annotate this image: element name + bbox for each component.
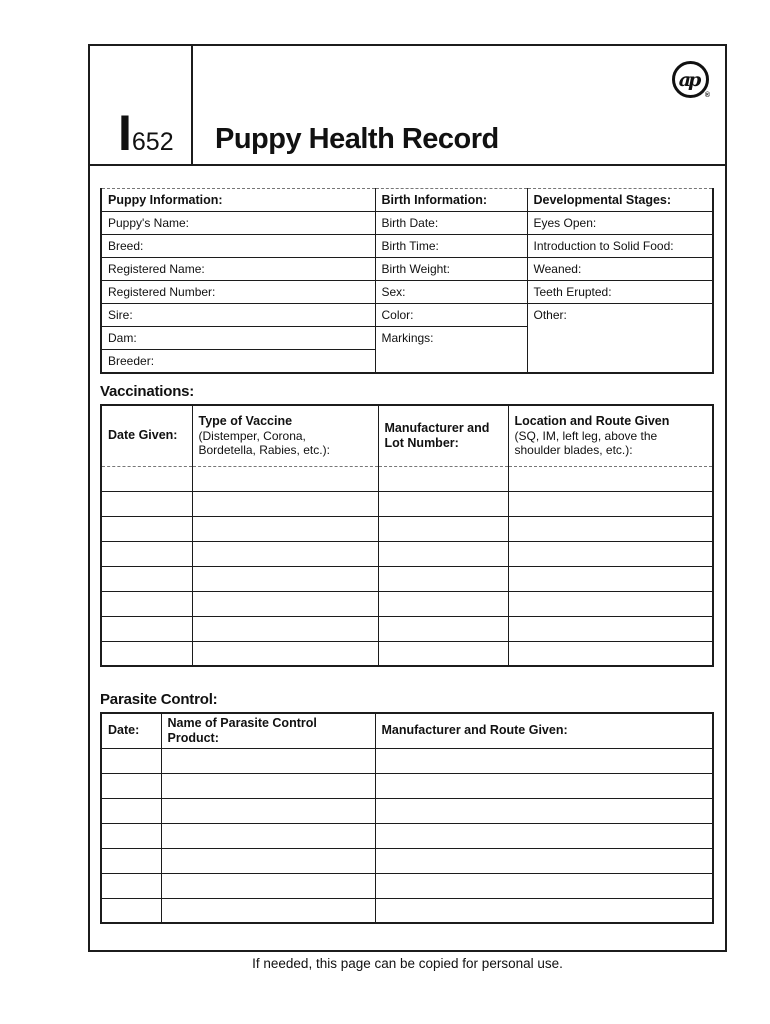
- type-of-vaccine-examples: (Distemper, Corona, Bordetella, Rabies, etc.):: [198, 428, 330, 458]
- manufacturer-lot-label: Manufacturer and Lot Number:: [384, 421, 490, 450]
- form-number-box: [90, 46, 193, 164]
- other-field[interactable]: Other:: [527, 304, 713, 373]
- empty-cell[interactable]: [192, 466, 378, 491]
- empty-cell[interactable]: [375, 848, 713, 873]
- copy-permission-note: If needed, this page can be copied for personal use.: [252, 956, 563, 971]
- empty-cell[interactable]: [161, 748, 375, 773]
- empty-cell[interactable]: [101, 748, 161, 773]
- breeder-field[interactable]: Breeder:: [101, 350, 375, 373]
- empty-cell[interactable]: [101, 848, 161, 873]
- empty-cell[interactable]: [378, 516, 508, 541]
- empty-row: [101, 466, 713, 491]
- empty-cell[interactable]: [378, 491, 508, 516]
- page-title: Puppy Health Record: [215, 123, 499, 155]
- empty-cell[interactable]: [378, 641, 508, 666]
- parasite-control-heading: Parasite Control:: [100, 691, 218, 708]
- empty-cell[interactable]: [378, 591, 508, 616]
- vaccinations-body: [101, 466, 713, 666]
- empty-cell[interactable]: [375, 823, 713, 848]
- empty-cell[interactable]: [101, 873, 161, 898]
- form-header: [90, 46, 725, 166]
- empty-row: [101, 898, 713, 923]
- teeth-erupted-field[interactable]: Teeth Erupted:: [527, 281, 713, 304]
- empty-row: [101, 773, 713, 798]
- dam-field[interactable]: Dam:: [101, 327, 375, 350]
- parasite-product-header: Name of Parasite Control Product:: [161, 713, 375, 748]
- empty-cell[interactable]: [192, 491, 378, 516]
- date-given-header: [101, 405, 192, 466]
- table-row: [101, 258, 713, 281]
- empty-cell[interactable]: [375, 748, 713, 773]
- empty-row: [101, 823, 713, 848]
- parasite-manufacturer-header: Manufacturer and Route Given:: [375, 713, 713, 748]
- empty-cell[interactable]: [375, 773, 713, 798]
- empty-cell[interactable]: [508, 466, 713, 491]
- empty-cell[interactable]: [101, 466, 192, 491]
- empty-row: [101, 516, 713, 541]
- vaccinations-table: [100, 404, 714, 667]
- type-of-vaccine-header: [192, 405, 378, 466]
- location-route-header: [508, 405, 713, 466]
- info-header-row: [101, 189, 713, 212]
- empty-cell[interactable]: [101, 641, 192, 666]
- empty-cell[interactable]: [508, 641, 713, 666]
- manufacturer-lot-header: [378, 405, 508, 466]
- parasite-body: [101, 748, 713, 923]
- parasite-date-header: Date:: [101, 713, 161, 748]
- registered-number-field[interactable]: Registered Number:: [101, 281, 375, 304]
- empty-cell[interactable]: [101, 898, 161, 923]
- empty-cell[interactable]: [378, 566, 508, 591]
- empty-cell[interactable]: [508, 491, 713, 516]
- breed-field[interactable]: Breed:: [101, 235, 375, 258]
- location-route-label: Location and Route Given: [514, 414, 670, 429]
- empty-cell[interactable]: [101, 566, 192, 591]
- empty-cell[interactable]: [101, 773, 161, 798]
- empty-cell[interactable]: [101, 591, 192, 616]
- puppy-information-header: Puppy Information:: [101, 189, 375, 212]
- table-row: [101, 304, 713, 327]
- empty-cell[interactable]: [508, 616, 713, 641]
- date-given-label: Date Given:: [108, 428, 178, 443]
- empty-cell[interactable]: [508, 516, 713, 541]
- puppy-info-table: [100, 188, 714, 374]
- empty-cell[interactable]: [101, 616, 192, 641]
- sex-field[interactable]: Sex:: [375, 281, 527, 304]
- weaned-field[interactable]: Weaned:: [527, 258, 713, 281]
- empty-cell[interactable]: [101, 541, 192, 566]
- empty-cell[interactable]: [161, 898, 375, 923]
- empty-cell[interactable]: [378, 616, 508, 641]
- empty-row: [101, 873, 713, 898]
- empty-cell[interactable]: [375, 898, 713, 923]
- empty-cell[interactable]: [101, 516, 192, 541]
- empty-row: [101, 566, 713, 591]
- form-number-value: 652: [131, 128, 174, 156]
- birth-weight-field[interactable]: Birth Weight:: [375, 258, 527, 281]
- vaccinations-header-row: [101, 405, 713, 466]
- parasite-control-table: [100, 712, 714, 924]
- empty-cell[interactable]: [378, 541, 508, 566]
- empty-cell[interactable]: [375, 873, 713, 898]
- empty-row: [101, 616, 713, 641]
- empty-cell[interactable]: [375, 798, 713, 823]
- solid-food-field[interactable]: Introduction to Solid Food:: [527, 235, 713, 258]
- empty-cell[interactable]: [192, 516, 378, 541]
- brand-logo-icon: [672, 61, 709, 98]
- form-number: [118, 105, 174, 161]
- empty-cell[interactable]: [161, 823, 375, 848]
- empty-row: [101, 848, 713, 873]
- puppys-name-field[interactable]: Puppy's Name:: [101, 212, 375, 235]
- empty-cell[interactable]: [508, 591, 713, 616]
- empty-cell[interactable]: [161, 798, 375, 823]
- empty-row: [101, 491, 713, 516]
- sire-field[interactable]: Sire:: [101, 304, 375, 327]
- location-route-examples: (SQ, IM, left leg, above the shoulder blades, etc.):: [514, 428, 658, 458]
- table-row: [101, 212, 713, 235]
- form-number-prefix: I: [118, 105, 131, 161]
- empty-cell[interactable]: [192, 616, 378, 641]
- birth-information-header: Birth Information:: [375, 189, 527, 212]
- birth-time-field[interactable]: Birth Time:: [375, 235, 527, 258]
- empty-cell[interactable]: [192, 541, 378, 566]
- empty-row: [101, 641, 713, 666]
- registered-name-field[interactable]: Registered Name:: [101, 258, 375, 281]
- empty-cell[interactable]: [508, 541, 713, 566]
- developmental-stages-header: Developmental Stages:: [527, 189, 713, 212]
- empty-row: [101, 591, 713, 616]
- eyes-open-field[interactable]: Eyes Open:: [527, 212, 713, 235]
- type-of-vaccine-label: Type of Vaccine: [198, 414, 293, 429]
- brand-logo-text: ap: [678, 68, 699, 91]
- empty-cell[interactable]: [161, 873, 375, 898]
- empty-cell[interactable]: [161, 773, 375, 798]
- empty-cell[interactable]: [378, 466, 508, 491]
- empty-row: [101, 798, 713, 823]
- empty-row: [101, 748, 713, 773]
- color-field[interactable]: Color:: [375, 304, 527, 327]
- empty-cell[interactable]: [508, 566, 713, 591]
- empty-cell[interactable]: [101, 491, 192, 516]
- empty-cell[interactable]: [101, 798, 161, 823]
- empty-cell[interactable]: [192, 566, 378, 591]
- birth-date-field[interactable]: Birth Date:: [375, 212, 527, 235]
- empty-row: [101, 541, 713, 566]
- table-row: [101, 281, 713, 304]
- empty-cell[interactable]: [192, 641, 378, 666]
- vaccinations-heading: Vaccinations:: [100, 383, 195, 400]
- empty-cell[interactable]: [101, 823, 161, 848]
- empty-cell[interactable]: [161, 848, 375, 873]
- markings-field[interactable]: Markings:: [375, 327, 527, 373]
- registered-trademark-icon: ®: [704, 92, 710, 99]
- parasite-header-row: [101, 713, 713, 748]
- empty-cell[interactable]: [192, 591, 378, 616]
- table-row: [101, 235, 713, 258]
